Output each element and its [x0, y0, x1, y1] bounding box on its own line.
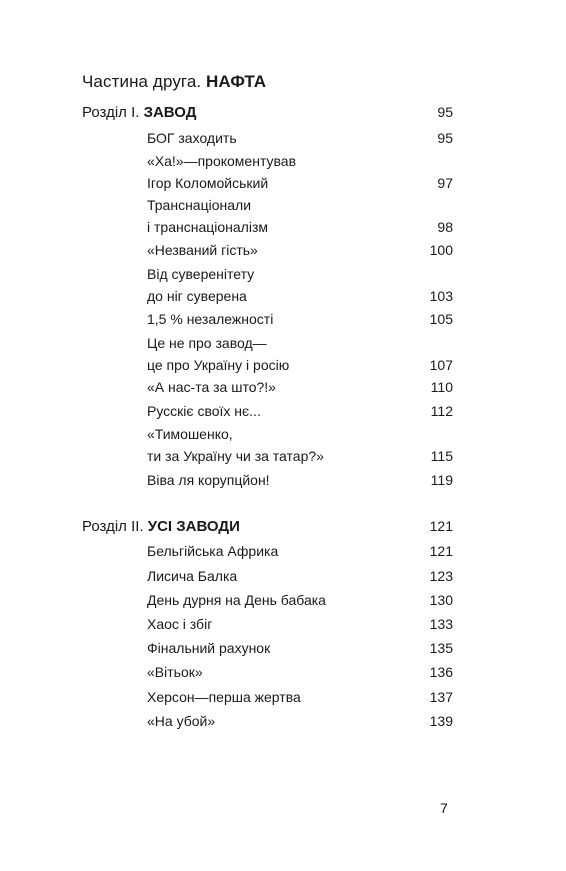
toc-item-page: 137	[429, 689, 453, 705]
toc-item-page: 112	[430, 403, 453, 419]
toc-item-title: Лисича Балка	[147, 568, 238, 584]
toc-item	[147, 589, 453, 611]
toc-item	[147, 710, 453, 732]
toc-item-page: 119	[430, 472, 453, 488]
toc-item	[147, 661, 453, 683]
toc-item-page: 136	[429, 664, 453, 680]
toc-item-title: Херсон—перша жертва	[147, 689, 301, 705]
toc-item-page: 133	[429, 616, 453, 632]
toc-item	[147, 400, 453, 422]
toc-item-title: «Ха!»—прокоментував Ігор Коломойський	[147, 153, 297, 191]
toc-item	[147, 565, 453, 587]
section-heading-2	[82, 518, 453, 535]
page-number: 7	[440, 800, 448, 816]
part-prefix: Частина друга.	[82, 72, 207, 91]
toc-item	[147, 127, 453, 149]
toc-item-title: Це не про завод— це про Україну і росію	[147, 335, 290, 373]
toc-item-page: 98	[437, 219, 453, 235]
toc-item	[147, 194, 453, 238]
toc-item-title: Транснаціонали і транснаціоналізм	[147, 197, 268, 235]
toc-item-title: Від суверенітету до ніг суверена	[147, 266, 255, 304]
section-title: Розділ І. ЗАВОД	[82, 104, 197, 121]
toc-item-page: 107	[429, 357, 453, 373]
toc-item-page: 97	[437, 175, 453, 191]
toc-item	[147, 686, 453, 708]
toc-item	[147, 637, 453, 659]
toc-item-page: 135	[429, 640, 453, 656]
toc-item	[147, 150, 453, 194]
toc-item	[147, 540, 453, 562]
section-page: 95	[437, 104, 453, 120]
toc-item-title: Русскіє своїх нє...	[147, 403, 261, 419]
toc-item	[147, 469, 453, 491]
toc-item-page: 130	[429, 592, 453, 608]
toc-item-title: «Незваний гість»	[147, 242, 258, 258]
part-name: НАФТА	[206, 72, 267, 91]
toc-item-page: 121	[429, 543, 453, 559]
toc-item-title: «Вітьок»	[147, 664, 203, 680]
toc-item-title: «На убой»	[147, 713, 216, 729]
toc-item-page: 103	[429, 288, 453, 304]
toc-item-title: «Тимошенко, ти за Україну чи за татар?»	[147, 426, 324, 464]
toc-item	[147, 613, 453, 635]
toc-item-title: БОГ заходить	[147, 130, 237, 146]
section-title: Розділ ІІ. УСІ ЗАВОДИ	[82, 518, 240, 535]
toc-item-title: 1,5 % незалежності	[147, 311, 274, 327]
toc-item	[147, 263, 453, 307]
toc-item-title: День дурня на День бабака	[147, 592, 326, 608]
toc-item-title: Хаос і збіг	[147, 616, 213, 632]
section-heading-1	[82, 104, 453, 121]
toc-item-page: 105	[429, 311, 453, 327]
toc-item-page: 123	[429, 568, 453, 584]
toc-item	[147, 308, 453, 330]
toc-item	[147, 332, 453, 376]
toc-item-page: 95	[437, 130, 453, 146]
part-title	[82, 72, 266, 92]
toc-item-title: Фінальний рахунок	[147, 640, 271, 656]
toc-item-page: 139	[429, 713, 453, 729]
toc-item	[147, 376, 453, 398]
toc-item	[147, 239, 453, 261]
toc-item-page: 100	[429, 242, 453, 258]
toc-item-page: 115	[430, 448, 453, 464]
section-page: 121	[429, 518, 453, 534]
toc-item	[147, 423, 453, 467]
toc-item-page: 110	[430, 379, 453, 395]
toc-item-title: Бельгійська Африка	[147, 543, 279, 559]
toc-item-title: «А нас-та за што?!»	[147, 379, 276, 395]
toc-item-title: Віва ля корупцйон!	[147, 472, 270, 488]
